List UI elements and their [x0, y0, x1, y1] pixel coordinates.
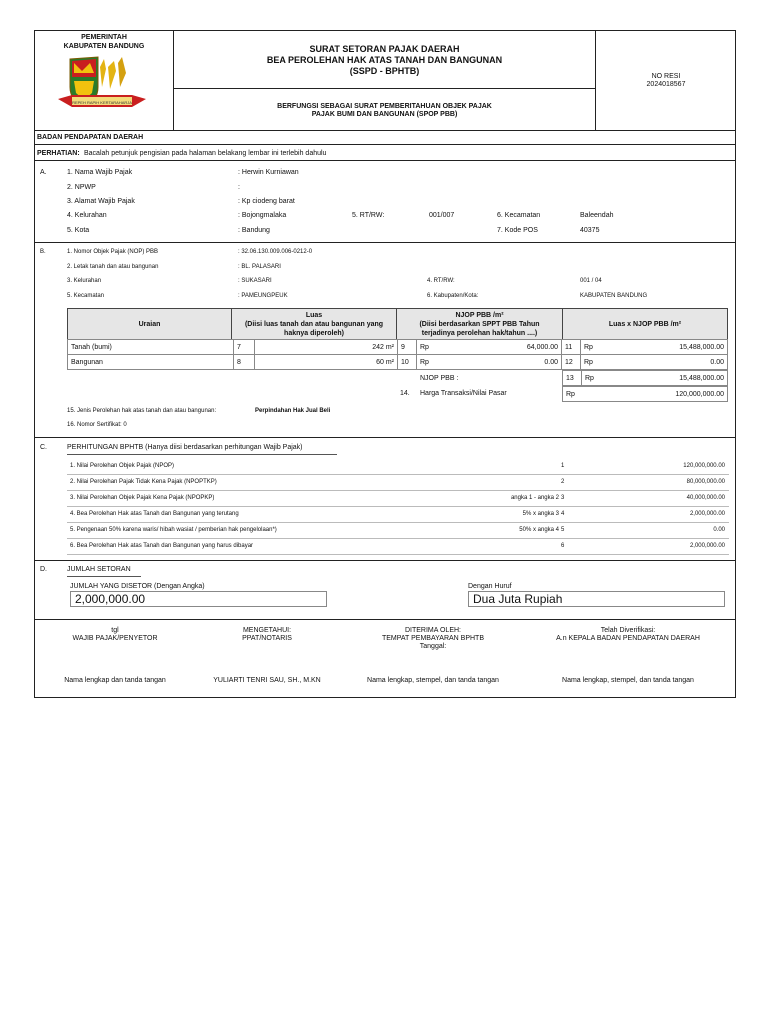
calc-no: 1: [561, 463, 565, 469]
signature-name: Nama lengkap, stempel, dan tanda tangan: [367, 677, 499, 684]
harga-label: Harga Transaksi/Nilai Pasar: [420, 390, 507, 397]
currency-cell: Rp: [581, 355, 602, 370]
table-header-total: [562, 308, 728, 340]
nama-wajib-pajak-value: : Herwin Kurniawan: [238, 169, 299, 176]
jumlah-angka-field[interactable]: 2,000,000.00: [70, 591, 327, 607]
npwp-label: 2. NPWP: [67, 184, 96, 191]
signature-block-wajib-pajak: [34, 624, 209, 694]
calc-no: 5: [561, 527, 565, 533]
section-d-title-underline: [67, 576, 141, 577]
kabupaten-label: 6. Kabupaten/Kota:: [427, 293, 479, 299]
kabupaten-value: KABUPATEN BANDUNG: [580, 293, 648, 299]
signature-block-bapenda: [540, 624, 730, 694]
currency-cell: Rp: [563, 387, 584, 402]
row-no-cell: 13: [563, 371, 582, 386]
nama-wajib-pajak-label: 1. Nama Wajib Pajak: [67, 169, 133, 176]
col-njop-1: NJOP PBB /m²: [455, 312, 504, 319]
signature-line2: A.n KEPALA BADAN PENDAPATAN DAERAH: [556, 635, 700, 642]
total-cell: 0.00: [601, 355, 728, 370]
calc-label: 4. Bea Perolehan Hak atas Tanah dan Bangunan yang terutang: [70, 511, 239, 517]
jumlah-angka-label: JUMLAH YANG DISETOR (Dengan Angka): [70, 583, 205, 590]
row-no-cell: 11: [562, 340, 581, 355]
col-njop-3: terjadinya perolehan hak/tahun ....): [421, 330, 538, 337]
row-no-cell: 9: [398, 340, 417, 355]
calc-label: 5. Pengenaan 50% karena waris/ hibah wasiat / pemberian hak pengelolaan*): [70, 527, 277, 533]
kota-value: : Bandung: [238, 227, 270, 234]
calc-value: 120,000,000.00: [683, 463, 725, 469]
col-luas-2: (Diisi luas tanah dan atau bangunan yang: [244, 321, 384, 328]
table-header-luas: [231, 308, 397, 340]
attention-rule: [34, 160, 736, 161]
signature-block-tempat-pembayaran: [352, 624, 527, 694]
calc-no: 4: [561, 511, 565, 517]
rtrw-a-value: 001/007: [429, 212, 455, 219]
section-d-letter: D.: [40, 566, 47, 573]
nop-value: : 32.06.130.009.006-0212-0: [238, 249, 313, 255]
govt-line2: KABUPATEN BANDUNG: [63, 43, 145, 50]
harga-no: 14.: [400, 390, 410, 397]
calc-value: 80,000,000.00: [686, 479, 725, 485]
agency-name: BADAN PENDAPATAN DAERAH: [37, 134, 144, 141]
calc-label: 3. Nilai Perolehan Objek Pajak Kena Pajak (NPOPKP): [70, 495, 215, 501]
kecamatan-a-value: Baleendah: [580, 212, 614, 219]
section-c-title: PERHITUNGAN BPHTB (Hanya diisi berdasarkan perhitungan Wajib Pajak): [67, 444, 303, 451]
attention-label: PERHATIAN:: [37, 150, 80, 157]
table-header-uraian: [67, 308, 232, 340]
col-luas-3: haknya diperoleh): [284, 330, 344, 337]
section-c-title-underline: [67, 454, 337, 455]
calc-value: 40,000,000.00: [686, 495, 725, 501]
signature-name: Nama lengkap, stempel, dan tanda tangan: [562, 677, 694, 684]
jenis-perolehan-value: Perpindahan Hak Jual Beli: [255, 408, 331, 414]
col-njop-2: (Diisi berdasarkan SPPT PBB Tahun: [419, 321, 540, 328]
signature-line1: Telah Diverifikasi:: [600, 627, 656, 634]
form-title-line1: SURAT SETORAN PAJAK DAERAH: [309, 44, 460, 54]
calc-value: 2,000,000.00: [689, 543, 725, 549]
calc-formula: angka 1 - angka 2: [510, 495, 559, 501]
rtrw-a-label: 5. RT/RW:: [352, 212, 385, 219]
section-b-letter: B.: [40, 249, 46, 255]
calc-value: 2,000,000.00: [689, 511, 725, 517]
form-subtitle-line2: PAJAK BUMI DAN BANGUNAN (SPOP PBB): [311, 111, 458, 118]
calc-label: 2. Nilai Perolehan Pajak Tidak Kena Pajak (NPOPTKP): [70, 479, 217, 485]
signature-line2: PPAT/NOTARIS: [242, 635, 292, 642]
col-uraian: Uraian: [138, 321, 161, 328]
section-c-rule: [34, 560, 736, 561]
calc-formula: 50% x angka 4: [519, 527, 559, 533]
header-bottom-rule: [34, 130, 736, 131]
no-resi-label: NO RESI: [651, 73, 681, 80]
uraian-cell: Tanah (bumi): [68, 340, 234, 355]
row-no-cell: 8: [234, 355, 255, 370]
section-d-title: JUMLAH SETORAN: [67, 566, 131, 573]
njop-pbb-value: 15,488,000.00: [602, 371, 728, 386]
no-resi-value: 2024018567: [646, 81, 686, 88]
luas-cell: 242 m²: [255, 340, 398, 355]
njop-table: [67, 339, 728, 370]
table-row: [563, 387, 728, 402]
kodepos-label: 7. Kode POS: [497, 227, 538, 234]
table-row: [68, 340, 728, 355]
calc-label: 1. Nilai Perolehan Objek Pajak (NPOP): [70, 463, 175, 469]
kota-label: 5. Kota: [67, 227, 90, 234]
form-title-line3: (SSPD - BPHTB): [349, 66, 420, 76]
kelurahan-a-value: : Bojongmalaka: [238, 212, 287, 219]
kabupaten-bandung-logo: [52, 53, 152, 111]
kelurahan-a-label: 4. Kelurahan: [67, 212, 107, 219]
kecamatan-b-value: : PAMEUNGPEUK: [238, 293, 288, 299]
kelurahan-b-label: 3. Kelurahan: [67, 278, 102, 284]
calc-value: 0.00: [713, 527, 725, 533]
signature-block-ppat: [186, 624, 361, 694]
total-cell: 15,488,000.00: [601, 340, 728, 355]
section-c-letter: C.: [40, 444, 47, 451]
calc-no: 2: [561, 479, 565, 485]
logo-motto: REPEH RAPIH KERTARAHARJA: [72, 100, 132, 105]
calc-row: [67, 506, 729, 523]
bphtb-calculation: [67, 458, 729, 554]
calc-no: 6: [561, 543, 565, 549]
signature-name: Nama lengkap dan tanda tangan: [64, 677, 166, 684]
form-subtitle-line1: BERFUNGSI SEBAGAI SURAT PEMBERITAHUAN OBJEK PAJAK: [277, 103, 492, 110]
uraian-cell: Bangunan: [68, 355, 234, 370]
section-b-rule: [34, 437, 736, 438]
kodepos-value: 40375: [580, 227, 600, 234]
luas-cell: 60 m²: [255, 355, 398, 370]
dengan-huruf-label: Dengan Huruf: [468, 583, 512, 590]
calc-row: [67, 538, 729, 555]
govt-line1: PEMERINTAH: [81, 34, 127, 41]
harga-transaksi-table: [562, 386, 728, 402]
section-a-rule: [34, 242, 736, 243]
rtrw-b-value: 001 / 04: [580, 278, 602, 284]
letak-value: : BL. PALASARI: [238, 264, 281, 270]
harga-value: 120,000,000.00: [583, 387, 728, 402]
currency-cell: Rp: [581, 340, 602, 355]
row-no-cell: 12: [562, 355, 581, 370]
letak-label: 2. Letak tanah dan atau bangunan: [67, 264, 159, 270]
section-a-letter: A.: [40, 169, 47, 176]
calc-label: 6. Bea Perolehan Hak atas Tanah dan Bangunan yang harus dibayar: [70, 543, 254, 549]
npwp-value: :: [238, 184, 240, 191]
signature-line2: TEMPAT PEMBAYARAN BPHTB: [381, 635, 485, 642]
calc-row: [67, 458, 729, 475]
table-row: [68, 355, 728, 370]
njop-pbb-label: NJOP PBB :: [420, 375, 459, 382]
currency-cell: Rp: [417, 355, 438, 370]
calc-row: [67, 490, 729, 507]
njop-pbb-total-table: [562, 370, 728, 386]
calc-no: 3: [561, 495, 565, 501]
signature-line1: tgl: [111, 627, 119, 634]
njop-cell: 0.00: [437, 355, 562, 370]
header-divider-middle: [173, 88, 595, 89]
signature-line1: MENGETAHUI:: [242, 627, 292, 634]
dengan-huruf-field[interactable]: Dua Juta Rupiah: [468, 591, 725, 607]
kelurahan-b-value: : SUKASARI: [238, 278, 272, 284]
alamat-label: 3. Alamat Wajib Pajak: [67, 198, 135, 205]
kecamatan-b-label: 5. Kecamatan: [67, 293, 105, 299]
col-luas-1: Luas: [305, 312, 323, 319]
row-no-cell: 7: [234, 340, 255, 355]
table-header-njop: [396, 308, 563, 340]
signature-name: YULIARTI TENRI SAU, SH., M.KN: [213, 677, 321, 684]
jenis-perolehan-label: 15. Jenis Perolehan hak atas tanah dan atau bangunan:: [67, 408, 217, 414]
row-no-cell: 10: [398, 355, 417, 370]
signature-line1: DITERIMA OLEH:: [404, 627, 461, 634]
section-d-rule: [34, 619, 736, 620]
attention-text: Bacalah petunjuk pengisian pada halaman belakang lembar ini terlebih dahulu: [84, 150, 327, 157]
nomor-sertifikat: 16. Nomor Sertifikat: 0: [67, 422, 127, 428]
rtrw-b-label: 4. RT/RW:: [427, 278, 455, 284]
table-row: [563, 371, 728, 386]
signature-line3: Tanggal:: [419, 643, 447, 650]
alamat-value: : Kp ciodeng barat: [238, 198, 295, 205]
currency-cell: Rp: [417, 340, 438, 355]
kecamatan-a-label: 6. Kecamatan: [497, 212, 541, 219]
njop-cell: 64,000.00: [437, 340, 562, 355]
form-title-line2: BEA PEROLEHAN HAK ATAS TANAH DAN BANGUNAN: [266, 55, 503, 65]
agency-rule: [34, 144, 736, 145]
calc-row: [67, 522, 729, 539]
col-total: Luas x NJOP PBB /m²: [608, 321, 682, 328]
nop-label: 1. Nomor Objek Pajak (NOP) PBB: [67, 249, 159, 255]
calc-row: [67, 474, 729, 491]
currency-cell: Rp: [582, 371, 603, 386]
calc-formula: 5% x angka 3: [522, 511, 559, 517]
signature-line2: WAJIB PAJAK/PENYETOR: [72, 635, 158, 642]
